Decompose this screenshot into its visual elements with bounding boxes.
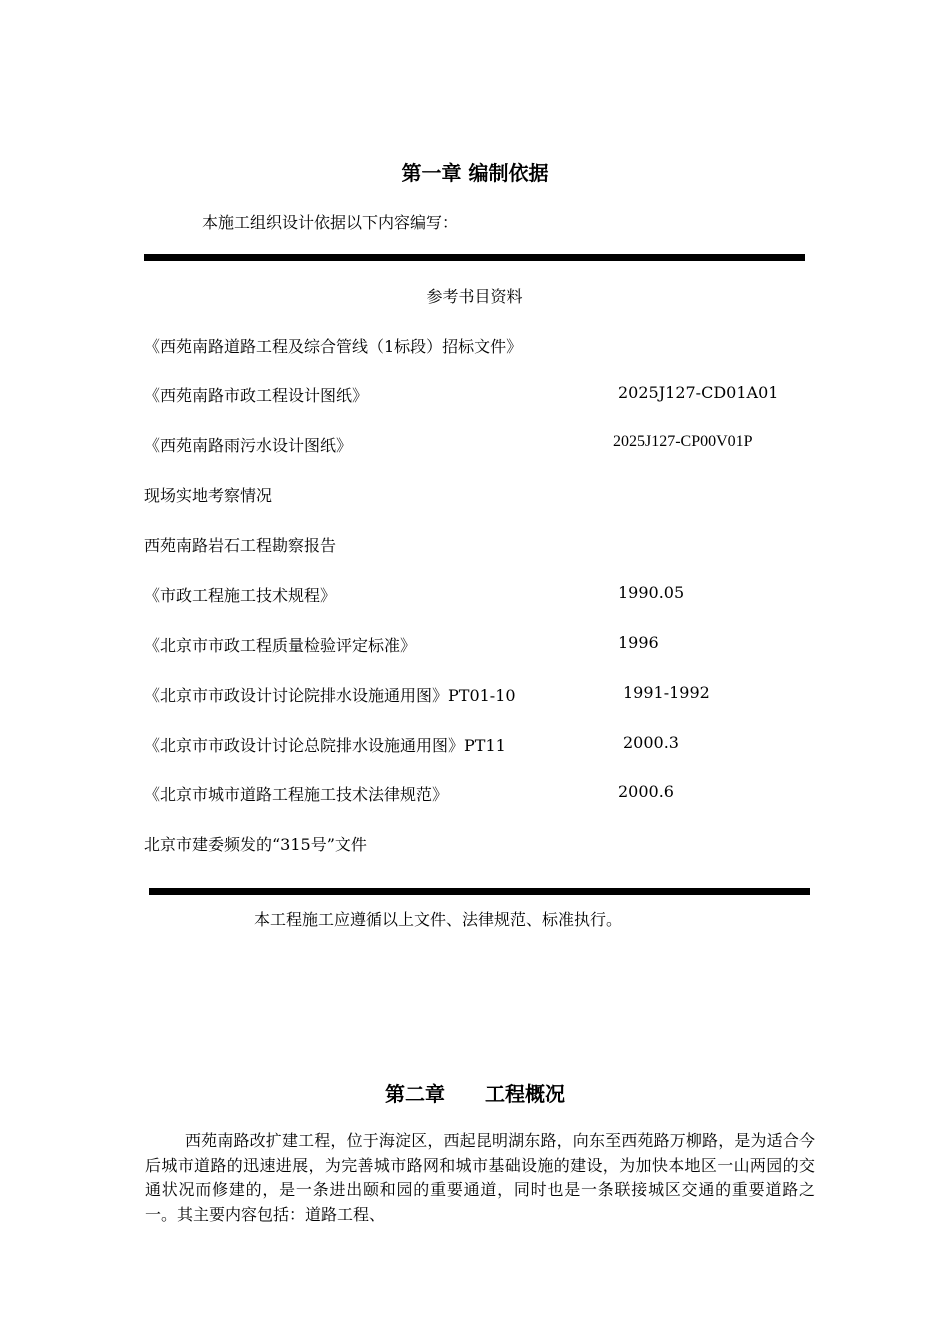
- reference-name: 《北京市市政工程质量检验评定标准》: [144, 636, 417, 655]
- reference-name: 《北京市市政设计讨论总院排水设施通用图》PT11: [144, 736, 506, 755]
- reference-name: 《市政工程施工技术规程》: [144, 586, 337, 605]
- chapter-1-intro: 本施工组织设计依据以下内容编写：: [202, 213, 459, 232]
- reference-name: 《西苑南路道路工程及综合管线（1标段）招标文件》: [144, 337, 523, 356]
- reference-code: 2025J127-CP00V01P: [613, 433, 753, 450]
- reference-name: 西苑南路岩石工程勘察报告: [144, 536, 337, 555]
- reference-name: 现场实地考察情况: [144, 486, 273, 505]
- reference-code: 1996: [618, 633, 659, 652]
- reference-name: 《西苑南路雨污水设计图纸》: [144, 436, 353, 455]
- reference-code: 2025J127-CD01A01: [618, 383, 779, 402]
- table-bottom-rule: [149, 888, 810, 895]
- reference-name: 《北京市市政设计讨论院排水设施通用图》PT01-10: [144, 686, 516, 705]
- reference-code: 1991-1992: [623, 683, 710, 702]
- chapter-1-conclusion: 本工程施工应遵循以上文件、法律规范、标准执行。: [254, 910, 623, 929]
- table-header: 参考书目资料: [426, 287, 523, 306]
- reference-code: 2000.6: [618, 782, 674, 801]
- reference-name: 北京市建委频发的“315号”文件: [144, 835, 367, 854]
- table-top-rule: [144, 254, 805, 261]
- reference-name: 《北京市城市道路工程施工技术法律规范》: [144, 785, 449, 804]
- reference-code: 2000.3: [623, 733, 679, 752]
- reference-name: 《西苑南路市政工程设计图纸》: [144, 386, 369, 405]
- chapter-2-paragraph: 西苑南路改扩建工程，位于海淀区，西起昆明湖东路，向东至西苑路万柳路，是为适合今后城市道路的迅速进展，为完善城市路网和城市基础设施的建设，为加快本地区一山两园的交通状况而修建的，是一条进出颐和园的重要通道，同时也是一条联接城区交通的重要道路之一。其主要内容包括：道路工程、: [145, 1131, 815, 1224]
- chapter-2-title: 第二章 工程概况: [385, 1082, 565, 1106]
- reference-code: 1990.05: [618, 583, 685, 602]
- chapter-1-title: 第一章 编制依据: [401, 161, 549, 185]
